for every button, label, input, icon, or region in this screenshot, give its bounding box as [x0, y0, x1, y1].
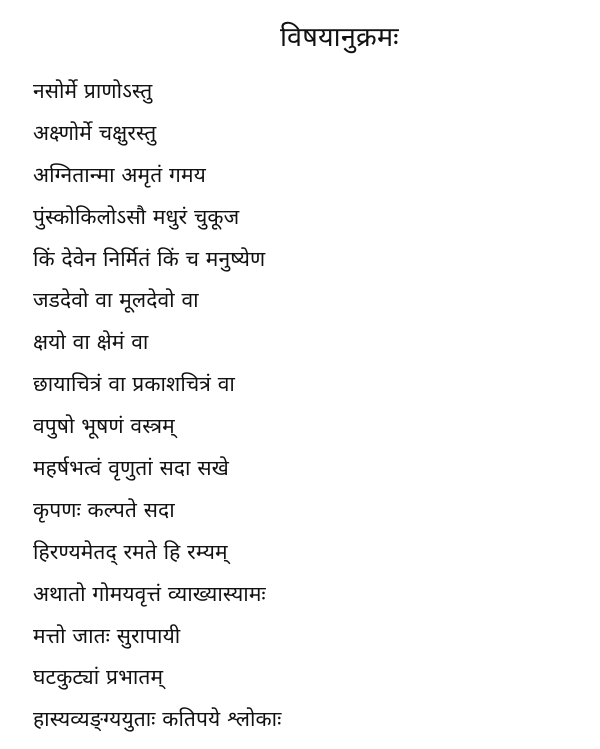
toc-item: किं देवेन निर्मितं किं च मनुष्येण	[33, 246, 266, 271]
toc-item: नसोर्मे प्राणोऽस्तु	[33, 79, 153, 103]
toc-item: अग्नितान्मा अमृतं गमय	[33, 162, 206, 187]
toc-item: अक्ष्णोर्मे चक्षुरस्तु	[33, 120, 157, 145]
toc-item: क्षयो वा क्षेमं वा	[33, 330, 149, 355]
toc-item: हिरण्यमेतद् रमते हि रम्यम्	[33, 539, 228, 564]
toc-item: जडदेवो वा मूलदेवो वा	[33, 288, 199, 313]
toc-item: घटकुट्यां प्रभातम्	[33, 665, 164, 690]
toc-item: वपुषो भूषणं वस्त्रम्	[33, 414, 175, 439]
table-of-contents	[33, 73, 281, 743]
toc-item: छायाचित्रं वा प्रकाशचित्रं वा	[33, 372, 235, 397]
page-title: विषयानुक्रमः	[280, 22, 399, 53]
toc-item: महर्षभत्वं वृणुतां सदा सखे	[33, 456, 229, 481]
toc-item: मत्तो जातः सुरापायी	[33, 623, 181, 648]
toc-item: पुंस्कोकिलोऽसौ मधुरं चुकूज	[33, 204, 240, 229]
toc-item: कृपणः कल्पते सदा	[33, 497, 175, 522]
toc-item: अथातो गोमयवृत्तं व्याख्यास्यामः	[33, 581, 266, 606]
toc-item: हास्यव्यङ्ग्ययुताः कतिपये श्लोकाः	[33, 707, 282, 732]
